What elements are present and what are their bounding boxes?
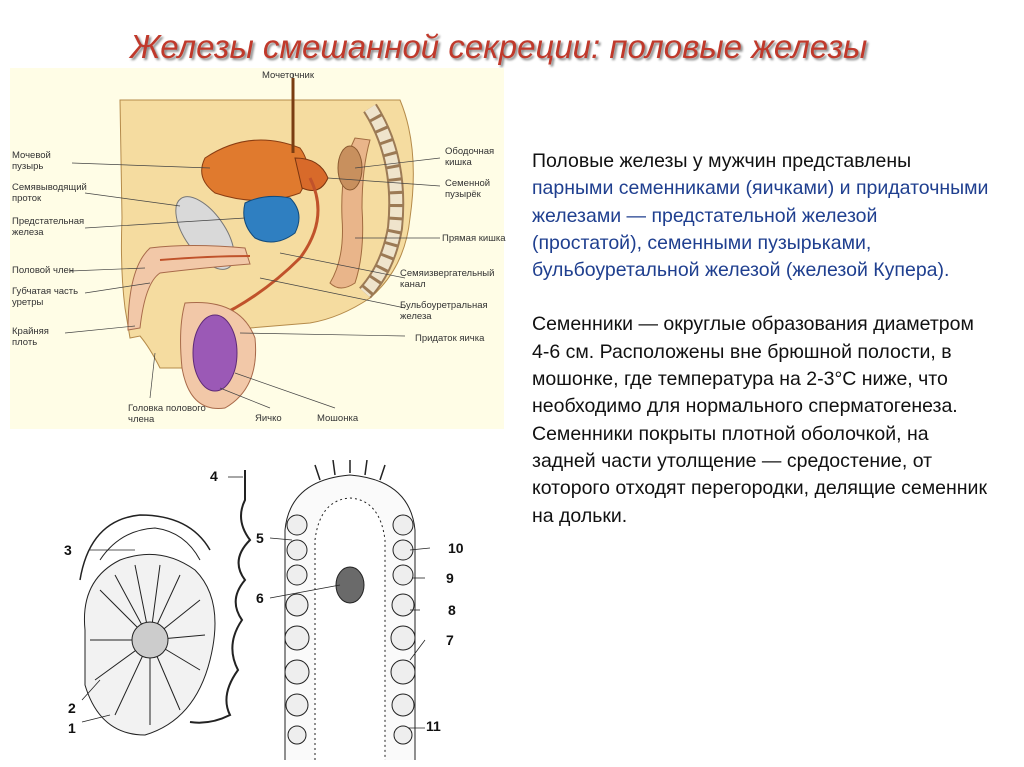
histo-label-7: 7 [446, 632, 454, 648]
label-bladder: Мочевой пузырь [12, 150, 51, 172]
label-scrotum: Мошонка [317, 413, 359, 424]
anatomy-illustration [10, 68, 504, 429]
label-rectum: Прямая кишка [442, 233, 506, 244]
histo-label-4: 4 [210, 468, 218, 484]
histo-label-3: 3 [64, 542, 72, 558]
histo-label-9: 9 [446, 570, 454, 586]
histo-label-8: 8 [448, 602, 456, 618]
paragraph-1-intro: Половые железы у мужчин представлены [532, 150, 912, 172]
histo-label-1: 1 [68, 720, 76, 736]
slide-title: Железы смешанной секреции: половые железы [130, 28, 868, 65]
histo-label-5: 5 [256, 530, 264, 546]
paragraph-2: Семенники — округлые образования диаметром 4-6 см. Расположены вне брюшной полости, в мошонке, где температура на 2-3°С ниже, что необходимо для нормального сперматогенеза. Семенники покрыты плотной оболочкой, на задней части утолщение — средостение, от которого отходят перегородки, делящие семенник на дольки. [532, 313, 987, 527]
histology-illustration [60, 460, 480, 760]
label-vas-deferens: Семявыводящий проток [12, 182, 87, 204]
histo-label-6: 6 [256, 590, 264, 606]
label-penis: Половой член [12, 265, 75, 276]
label-glans: Головка полового члена [128, 403, 206, 425]
histo-label-11: 11 [426, 718, 441, 734]
label-ureter: Мочеточник [262, 70, 314, 81]
label-seminal-vesicle: Семенной пузырёк [445, 178, 491, 200]
label-bulbourethral: Бульбоуретральная железа [400, 300, 488, 322]
histo-label-2: 2 [68, 700, 76, 716]
label-prostate: Предстательная железа [12, 216, 85, 238]
text-block [532, 148, 992, 557]
anatomy-diagram [10, 68, 504, 429]
label-epididymis: Придаток яичка [415, 333, 485, 344]
paragraph-1-highlight: парными семенниками (яичками) и придаточными железами — предстательной железой (простатой), семенными пузырьками, бульбоуретальной железой (железой Купера). [532, 177, 989, 282]
label-spongy-urethra: Губчатая часть уретры [12, 286, 79, 308]
label-ejaculatory-duct: Семяизвергательный канал [400, 268, 495, 290]
label-testis: Яичко [255, 413, 282, 424]
histology-diagram [60, 460, 480, 760]
label-foreskin: Крайняя плоть [12, 326, 49, 348]
label-colon: Ободочная кишка [445, 146, 495, 168]
paragraph-1 [532, 148, 992, 284]
histo-label-10: 10 [448, 540, 464, 556]
